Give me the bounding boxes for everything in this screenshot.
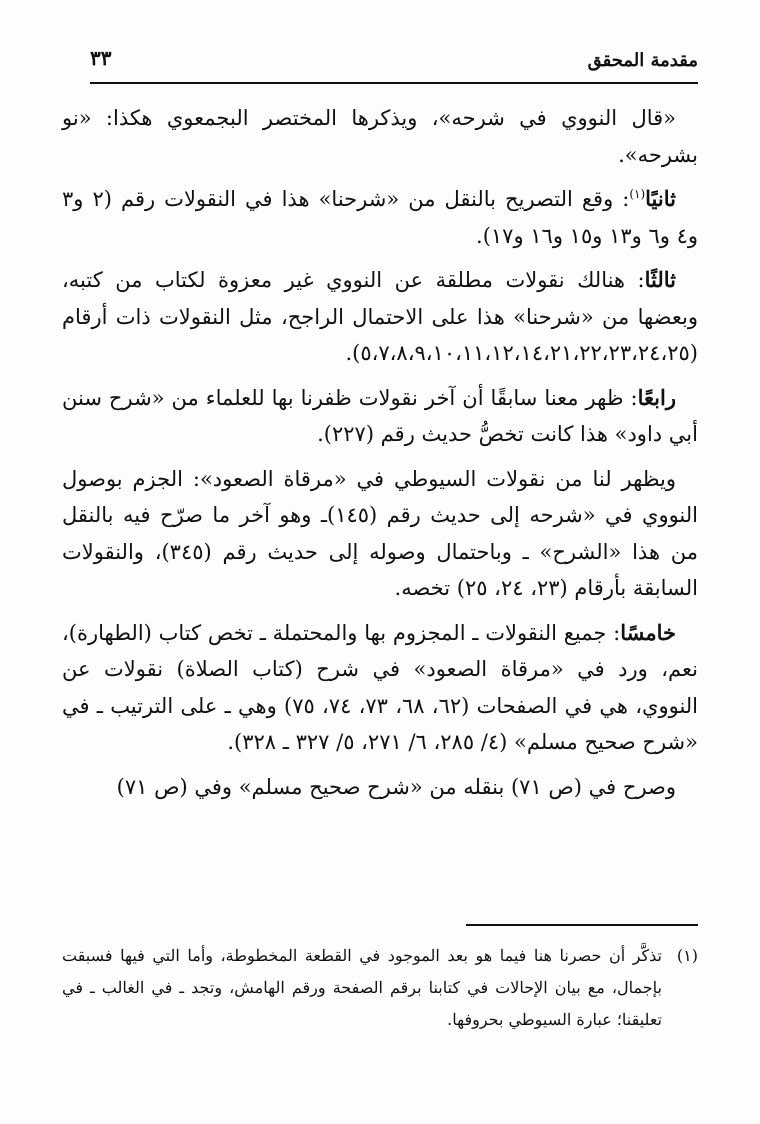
footnote-divider: [466, 924, 698, 926]
paragraph-label: ثالثًا: [644, 267, 676, 292]
main-text: [62, 100, 698, 813]
paragraph-6: خامسًا: جميع النقولات ـ المجزوم بها والمحتملة ـ تخص كتاب (الطهارة)، نعم، ورد في «مرقاة الصعود» في شرح (كتاب الصلاة) نقولات عن النووي، هي في الصفحات (٦٢، ٦٨، ٧٣، ٧٤، ٧٥) وهي ـ على الترتيب ـ في «شرح صحيح مسلم» (٤/ ٢٨٥، ٦/ ٢٧١، ٥/ ٣٢٧ ـ ٣٢٨).: [62, 619, 699, 754]
footnote-text: تذكَّر أن حصرنا هنا فيما هو بعد الموجود في القطعة المخطوطة، وأما التي فيها فسبقت بإجمال، مع بيان الإحالات في كتابنا برقم الصفحة ورقم الهامش، وتجد ـ في الغالب ـ في تعليقنا؛ عبارة السيوطي بحروفها.: [62, 946, 663, 1029]
footnote-number: (١): [676, 946, 698, 965]
paragraph-7: وصرح في (ص ٧١) بنقله من «شرح صحيح مسلم» وفي (ص ٧١): [116, 774, 676, 799]
paragraph-3: ثالثًا: هنالك نقولات مطلقة عن النووي غير معزوة لكتاب من كتبه، وبعضها من «شرحنا» هذا على الاحتمال الراجح، مثل النقولات ذات أرقام (٥،٧،٨،٩،١٠،١١،١٢،١٤،٢١،٢٢،٢٣،٢٤،٢٥).: [62, 267, 698, 365]
paragraph-1: «قال النووي في شرحه»، ويذكرها المختصر البجمعوي هكذا: «نو بشرحه».: [62, 106, 698, 167]
paragraph-label: ثانيًا: [645, 186, 676, 211]
paragraph-4: رابعًا: ظهر معنا سابقًا أن آخر نقولات ظفرنا بها للعلماء من «شرح سنن أبي داود» هذا كانت تخصُّ حديث رقم (٢٢٧).: [62, 384, 698, 446]
page-number: ٣٣: [90, 46, 112, 70]
paragraph-2: ثانيًا$^{(١)}$: وقع التصريح بالنقل من «شرحنا» هذا في النقولات رقم (٢ و٣ و٤ و٦ و١٣ و١٥ و١٦ و١٧).: [62, 186, 698, 248]
paragraph-label: خامسًا: [620, 619, 676, 645]
running-title: مقدمة المحقق: [587, 50, 698, 71]
paragraph-5: ويظهر لنا من نقولات السيوطي في «مرقاة الصعود»: الجزم بوصول النووي في «شرحه إلى حديث رقم (١٤٥)ـ وهو آخر ما صرّح فيه بالنقل من هذا «الشرح» ـ وباحتمال وصوله إلى حديث رقم (٣٤٥)، والنقولات السابقة بأرقام (٢٣، ٢٤، ٢٥) تخصه.: [62, 466, 699, 600]
paragraph-label: رابعًا: [637, 384, 676, 410]
footnote-ref[interactable]: (١): [629, 187, 646, 201]
page-header: [90, 38, 698, 84]
footnote: [62, 940, 698, 1036]
